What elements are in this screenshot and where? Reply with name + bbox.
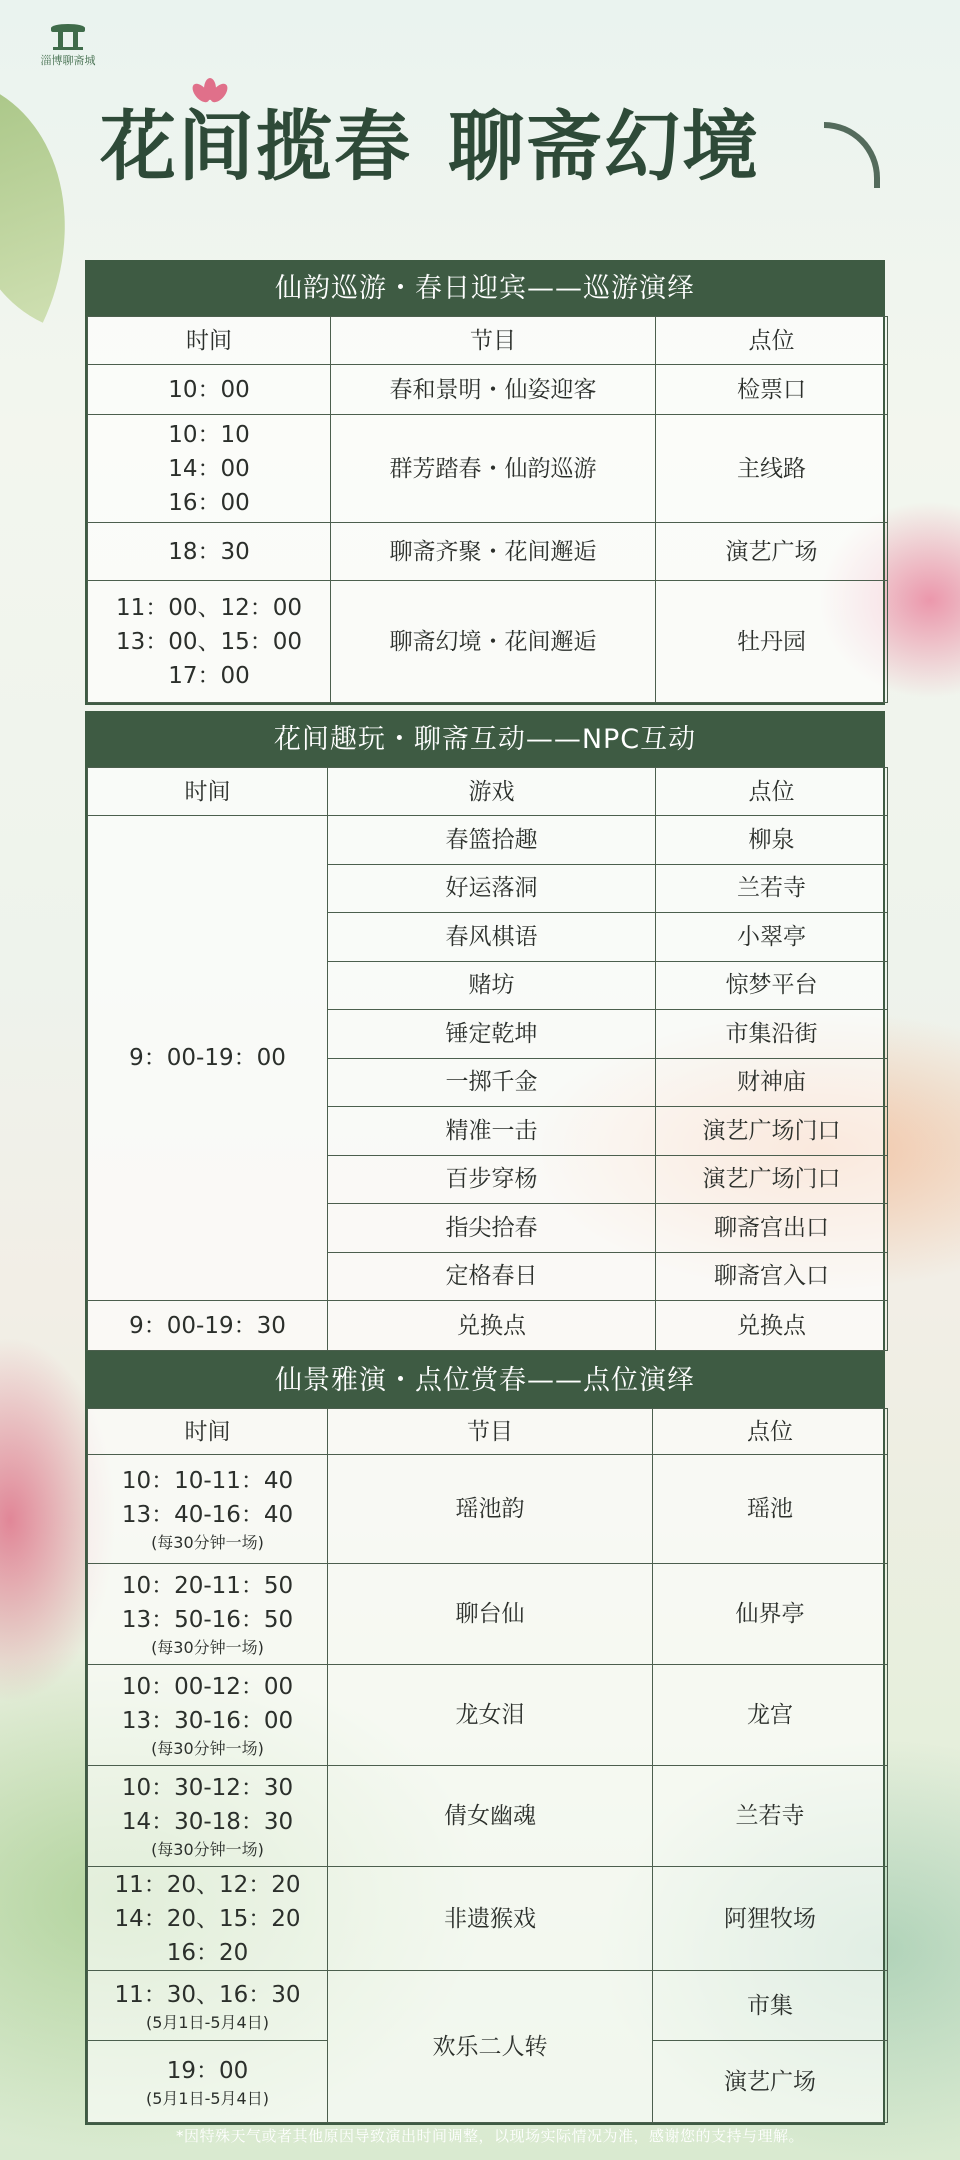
- table-row: [88, 1564, 888, 1665]
- location-cell: 财神庙: [656, 1058, 888, 1107]
- title-part-2: 聊斋幻境: [448, 102, 760, 191]
- logo-text: 淄博聊斋城: [40, 54, 96, 67]
- program-cell: 倩女幽魂: [328, 1766, 653, 1867]
- location-cell: 演艺广场: [656, 523, 888, 581]
- pavilion-icon: [51, 20, 85, 50]
- location-cell: 兰若寺: [656, 864, 888, 913]
- game-cell: 一掷千金: [328, 1058, 656, 1107]
- time-cell: 10：10-11：40 13：40-16：40 (每30分钟一场): [88, 1455, 328, 1564]
- table-header-row: [88, 317, 888, 365]
- footnote: *因特殊天气或者其他原因导致演出时间调整，以现场实际情况为准，感谢您的支持与理解。: [175, 2127, 804, 2145]
- location-cell: 牡丹园: [656, 581, 888, 703]
- section-title: 花间趣玩・聊斋互动——NPC互动: [87, 713, 883, 767]
- header-program: 节目: [331, 317, 656, 365]
- section-title: 仙景雅演・点位赏春——点位演绎: [87, 1354, 883, 1408]
- location-cell: 聊斋宫入口: [656, 1252, 888, 1301]
- parade-table: [87, 316, 888, 703]
- game-cell: 春篮拾趣: [328, 816, 656, 865]
- time-cell: 10：20-11：50 13：50-16：50 (每30分钟一场): [88, 1564, 328, 1665]
- title-part-1: 花间揽春: [100, 102, 412, 191]
- location-cell: 聊斋宫出口: [656, 1204, 888, 1253]
- table-row: [88, 581, 888, 703]
- location-cell: 龙宫: [653, 1665, 888, 1766]
- table-row: [88, 523, 888, 581]
- location-cell: 演艺广场: [653, 2041, 888, 2123]
- time-cell: 11：20、12：20 14：20、15：20 16：20: [88, 1867, 328, 1971]
- game-cell: 赌坊: [328, 961, 656, 1010]
- location-cell: 阿狸牧场: [653, 1867, 888, 1971]
- location-cell: 演艺广场门口: [656, 1155, 888, 1204]
- location-cell: 市集: [653, 1971, 888, 2041]
- program-cell: 瑶池韵: [328, 1455, 653, 1564]
- section-parade: [85, 260, 885, 705]
- time-cell: 9：00-19：30: [88, 1301, 328, 1351]
- location-cell: 兑换点: [656, 1301, 888, 1351]
- location-cell: 瑶池: [653, 1455, 888, 1564]
- time-cell: 11：00、12：00 13：00、15：00 17：00: [88, 581, 331, 703]
- location-cell: 主线路: [656, 415, 888, 523]
- performance-table: [87, 1408, 888, 2123]
- program-cell: 聊斋齐聚・花间邂逅: [331, 523, 656, 581]
- time-cell: 10：10 14：00 16：00: [88, 415, 331, 523]
- program-cell: 龙女泪: [328, 1665, 653, 1766]
- program-cell: 群芳踏春・仙韵巡游: [331, 415, 656, 523]
- header-game: 游戏: [328, 768, 656, 816]
- location-cell: 检票口: [656, 365, 888, 415]
- section-performance: [85, 1352, 885, 2125]
- program-cell: 聊斋幻境・花间邂逅: [331, 581, 656, 703]
- section-title: 仙韵巡游・春日迎宾——巡游演绎: [87, 262, 883, 316]
- header-location: 点位: [653, 1409, 888, 1455]
- table-row: [88, 1867, 888, 1971]
- header-location: 点位: [656, 768, 888, 816]
- table-row: [88, 816, 888, 865]
- page-title: [100, 92, 880, 202]
- header-location: 点位: [656, 317, 888, 365]
- time-cell: 10：00: [88, 365, 331, 415]
- header-time: 时间: [88, 768, 328, 816]
- table-row: [88, 1455, 888, 1564]
- section-npc: [85, 711, 885, 1353]
- header-program: 节目: [328, 1409, 653, 1455]
- game-cell: 春风棋语: [328, 913, 656, 962]
- program-cell: 欢乐二人转: [328, 1971, 653, 2123]
- location-cell: 柳泉: [656, 816, 888, 865]
- time-cell: 10：30-12：30 14：30-18：30 (每30分钟一场): [88, 1766, 328, 1867]
- table-row: [88, 1766, 888, 1867]
- program-cell: 非遗猴戏: [328, 1867, 653, 1971]
- table-row: [88, 1665, 888, 1766]
- game-cell: 百步穿杨: [328, 1155, 656, 1204]
- logo: [28, 20, 108, 68]
- time-cell: 9：00-19：00: [88, 816, 328, 1301]
- game-cell: 指尖拾春: [328, 1204, 656, 1253]
- location-cell: 仙界亭: [653, 1564, 888, 1665]
- time-cell: 19：00 (5月1日-5月4日): [88, 2041, 328, 2123]
- location-cell: 演艺广场门口: [656, 1107, 888, 1156]
- game-cell: 兑换点: [328, 1301, 656, 1351]
- table-row: [88, 365, 888, 415]
- table-header-row: [88, 768, 888, 816]
- header-time: 时间: [88, 317, 331, 365]
- location-cell: 市集沿街: [656, 1010, 888, 1059]
- time-cell: 11：30、16：30 (5月1日-5月4日): [88, 1971, 328, 2041]
- location-cell: 兰若寺: [653, 1766, 888, 1867]
- table-row: [88, 1301, 888, 1351]
- npc-table: [87, 767, 888, 1351]
- program-cell: 春和景明・仙姿迎客: [331, 365, 656, 415]
- location-cell: 惊梦平台: [656, 961, 888, 1010]
- table-row: [88, 415, 888, 523]
- game-cell: 锤定乾坤: [328, 1010, 656, 1059]
- table-header-row: [88, 1409, 888, 1455]
- header-time: 时间: [88, 1409, 328, 1455]
- game-cell: 定格春日: [328, 1252, 656, 1301]
- table-row: [88, 1971, 888, 2041]
- program-cell: 聊台仙: [328, 1564, 653, 1665]
- flower-icon: [195, 78, 225, 112]
- game-cell: 好运落洞: [328, 864, 656, 913]
- time-cell: 10：00-12：00 13：30-16：00 (每30分钟一场): [88, 1665, 328, 1766]
- location-cell: 小翠亭: [656, 913, 888, 962]
- game-cell: 精准一击: [328, 1107, 656, 1156]
- time-cell: 18：30: [88, 523, 331, 581]
